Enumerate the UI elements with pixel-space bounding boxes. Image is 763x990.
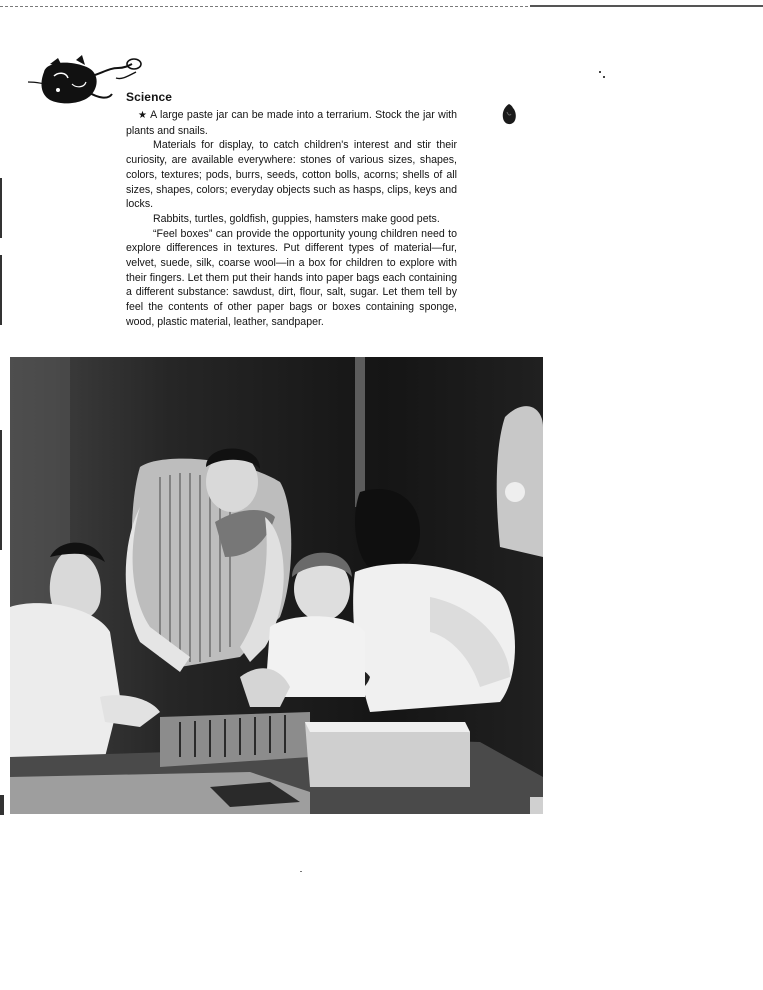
scan-top-shadow: [530, 5, 763, 7]
scan-left-edge-mark: [0, 795, 4, 815]
star-icon: ★: [138, 110, 148, 121]
paragraph: “Feel boxes” can provide the opportunity young children need to explore differences in textures. Put different types of material—fur, velvet, suede, silk, coarse wool—in a box for children to explore with their fingers. Let them put their hands into paper bags each containing a different substance: sawdust, dirt, flour, salt, sugar. Let them tell by feel the contents of other paper bags or boxes containing sponge, wood, plastic material, leather, sandpaper.: [126, 227, 457, 328]
speck: [599, 71, 601, 73]
scan-left-edge-mark: [0, 178, 2, 238]
ink-blot-icon: [501, 103, 517, 127]
section-heading: Science: [126, 90, 173, 104]
paragraph: Materials for display, to catch children's interest and stir their curiosity, are available everywhere: stones of various sizes, shapes, colors, textures; pods, burrs, seeds, cotton bolls, acorns; shells of all sizes, shapes, colors; everyday objects such as hasps, clips, keys and locks.: [126, 139, 457, 211]
speck: [603, 76, 605, 78]
paragraph: Rabbits, turtles, goldfish, guppies, hamsters make good pets.: [153, 212, 440, 225]
photo-teacher-and-children-icon: [10, 357, 543, 814]
speck: [300, 871, 302, 872]
section-body: [126, 108, 457, 330]
scan-left-edge-mark: [0, 255, 2, 325]
paragraph-text: A large paste jar can be made into a terrarium. Stock the jar with plants and snails.: [126, 109, 458, 137]
scan-left-edge-mark: [0, 430, 2, 550]
paragraph: [126, 108, 457, 138]
